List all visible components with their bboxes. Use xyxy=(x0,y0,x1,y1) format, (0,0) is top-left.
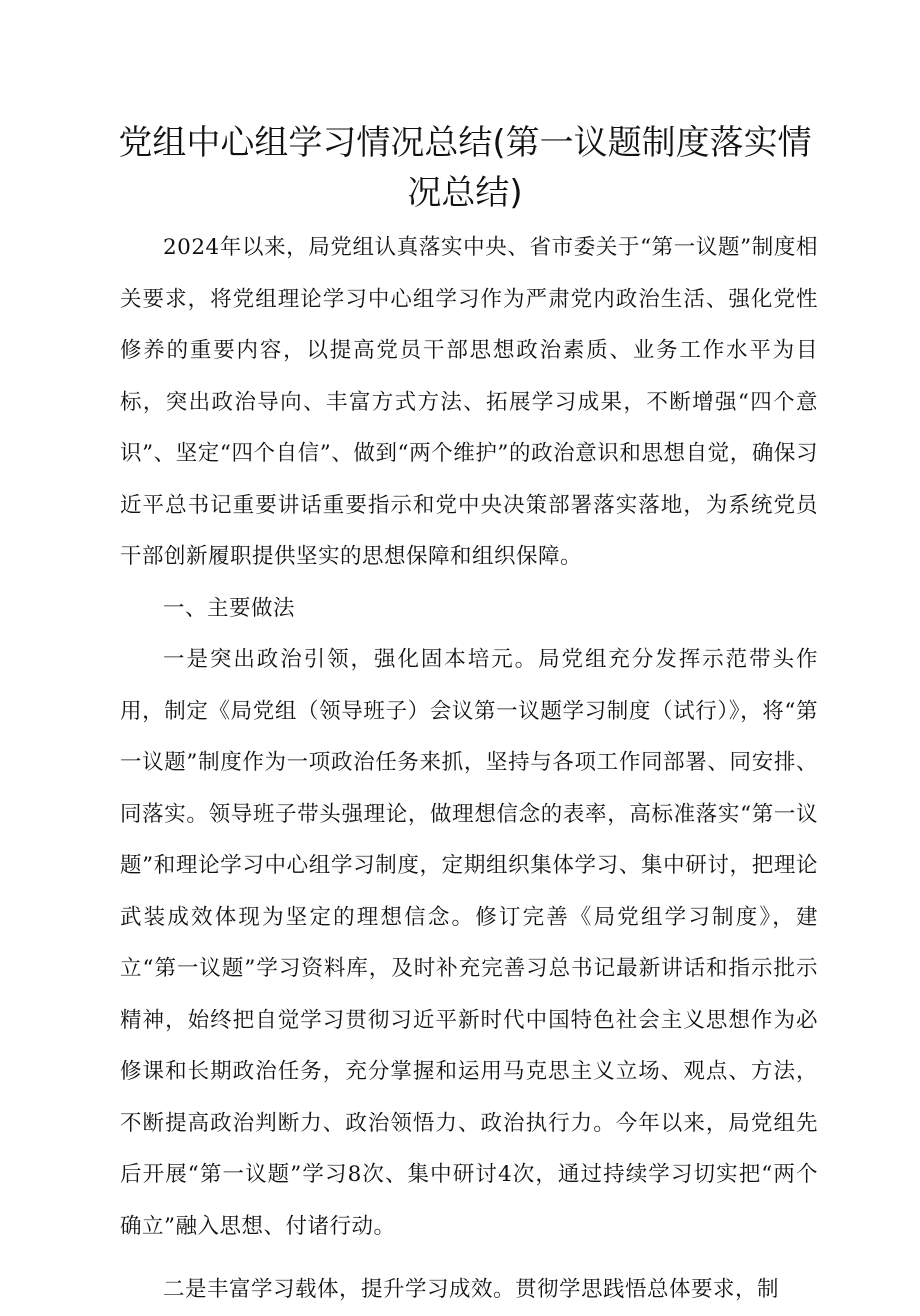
document-title: 党组中心组学习情况总结(第一议题制度落实情况总结) xyxy=(118,123,812,213)
document-body xyxy=(120,222,818,1316)
paragraph-gap xyxy=(120,1252,818,1264)
section-heading: 一、主要做法 xyxy=(163,595,296,621)
intro-paragraph: 2024年以来，局党组认真落实中央、省市委关于“第一议题”制度相关要求，将党组理论学习中心组学习作为严肃党内政治生活、强化党性修养的重要内容，以提高党员干部思想政治素质、业务工作水平为目标，突出政治导向、丰富方式方法、拓展学习成果，不断增强“四个意识”、坚定“四个自信”、做到“两个维护”的政治意识和思想自觉，确保习近平总书记重要讲话重要指示和党中央决策部署落实落地，为系统党员干部创新履职提供坚实的思想保障和组织保障。 xyxy=(120,235,818,569)
section-paragraph-2: 二是丰富学习载体，提升学习成效。贯彻学思践悟总体要求，制 xyxy=(163,1277,780,1302)
section-paragraph-1: 一是突出政治引领，强化固本培元。局党组充分发挥示范带头作用，制定《局党组（领导班子）会议第一议题学习制度（试行）》，将“第一议题”制度作为一项政治任务来抓，坚持与各项工作同部署、同安排、同落实。领导班子带头强理论，做理想信念的表率，高标准落实“第一议题”和理论学习中心组学习制度，定期组织集体学习、集中研讨，把理论武装成效体现为坚定的理想信念。修订完善《局党组学习制度》，建立“第一议题”学习资料库，及时补充完善习总书记最新讲话和指示批示精神，始终把自觉学习贯彻习近平新时代中国特色社会主义思想作为必修课和长期政治任务，充分掌握和运用马克思主义立场、观点、方法，不断提高政治判断力、政治领悟力、政治执行力。今年以来，局党组先后开展“第一议题”学习8次、集中研讨4次，通过持续学习切实把“两个确立”融入思想、付诸行动。 xyxy=(120,647,818,1239)
